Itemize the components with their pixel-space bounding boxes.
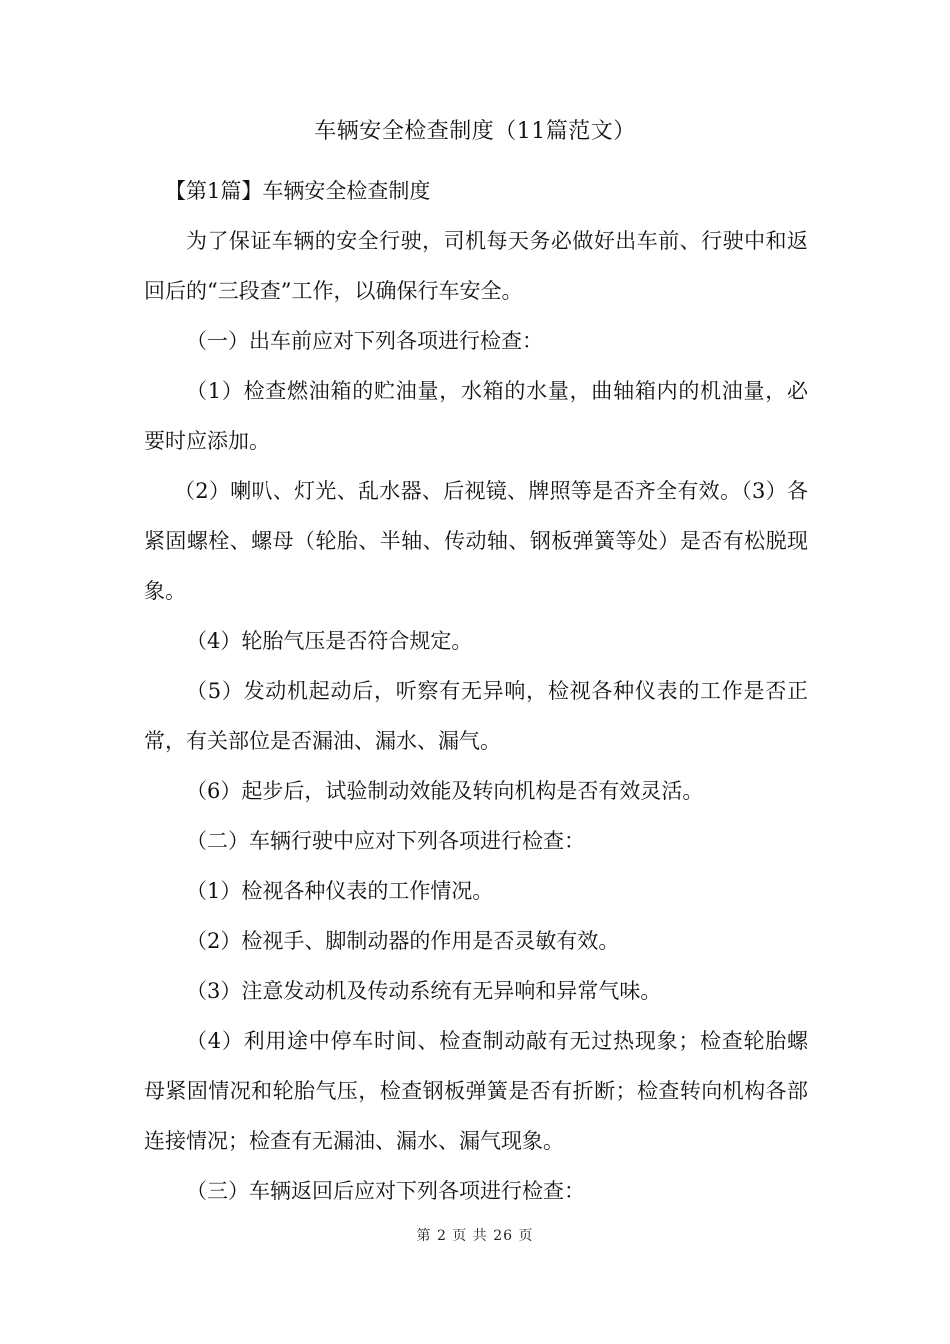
paragraph: （一）出车前应对下列各项进行检查： xyxy=(186,329,543,353)
section-heading: 【第1篇】车辆安全检查制度 xyxy=(165,179,431,203)
paragraph: 为了保证车辆的安全行驶，司机每天务必做好出车前、行驶中和返回后的“三段查”工作，以确保行车安全。 xyxy=(144,229,808,303)
paragraph: （1）检查燃油箱的贮油量，水箱的水量，曲轴箱内的机油量，必要时应添加。 xyxy=(144,379,808,453)
paragraph: （5）发动机起动后，听察有无异响，检视各种仪表的工作是否正常，有关部位是否漏油、漏水、漏气。 xyxy=(144,679,808,753)
document-body xyxy=(144,166,808,1216)
paragraph: （2）喇叭、灯光、乱水器、后视镜、牌照等是否齐全有效。（3）各紧固螺栓、螺母（轮胎、半轴、传动轴、钢板弹簧等处）是否有松脱现象。 xyxy=(144,479,808,603)
paragraph: （2）检视手、脚制动器的作用是否灵敏有效。 xyxy=(186,929,620,953)
paragraph: （4）轮胎气压是否符合规定。 xyxy=(186,629,473,653)
paragraph: （1）检视各种仪表的工作情况。 xyxy=(186,879,494,903)
paragraph: （4）利用途中停车时间、检查制动敲有无过热现象；检查轮胎螺母紧固情况和轮胎气压，检查钢板弹簧是否有折断；检查转向机构各部连接情况；检查有无漏油、漏水、漏气现象。 xyxy=(144,1029,808,1153)
paragraph: （6）起步后，试验制动效能及转向机构是否有效灵活。 xyxy=(186,779,704,803)
paragraph: （3）注意发动机及传动系统有无异响和异常气味。 xyxy=(186,979,662,1003)
document-title: 车辆安全检查制度（11篇范文） xyxy=(314,119,636,144)
paragraph: （三）车辆返回后应对下列各项进行检查： xyxy=(186,1179,585,1203)
page-footer: 第 2 页 共 26 页 xyxy=(416,1228,534,1244)
paragraph: （二）车辆行驶中应对下列各项进行检查： xyxy=(186,829,585,853)
